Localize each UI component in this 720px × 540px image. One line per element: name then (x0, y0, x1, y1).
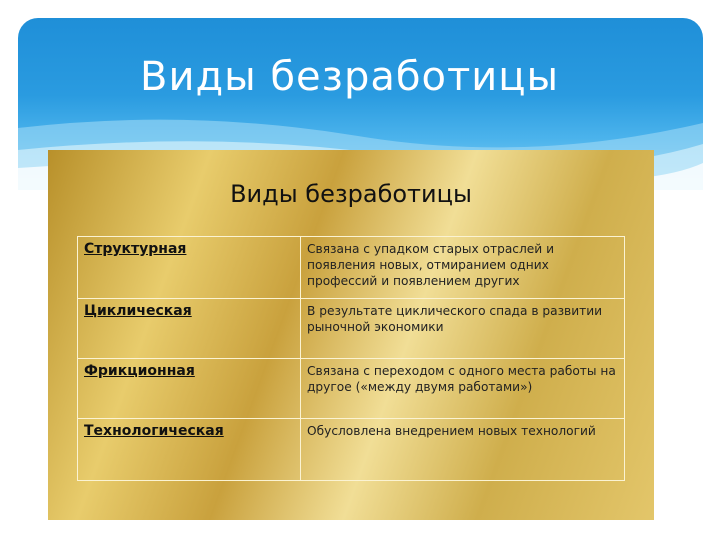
image-title: Виды безработицы (230, 180, 472, 208)
table-row (78, 419, 625, 481)
type-description: Обусловлена внедрением новых технологий (301, 419, 625, 481)
type-term: Технологическая (78, 419, 301, 481)
type-description: Связана с упадком старых отраслей и появления новых, отмиранием одних профессий и появлением других (301, 237, 625, 299)
type-term: Структурная (78, 237, 301, 299)
slide-title: Виды безработицы (140, 54, 560, 100)
unemployment-types-table (77, 236, 625, 481)
table-row (78, 237, 625, 299)
type-term: Фрикционная (78, 359, 301, 419)
table-row (78, 359, 625, 419)
type-description: В результате циклического спада в развитии рыночной экономики (301, 299, 625, 359)
type-term: Циклическая (78, 299, 301, 359)
table-row (78, 299, 625, 359)
type-description: Связана с переходом с одного места работы на другое («между двумя работами») (301, 359, 625, 419)
content-image (48, 150, 654, 520)
